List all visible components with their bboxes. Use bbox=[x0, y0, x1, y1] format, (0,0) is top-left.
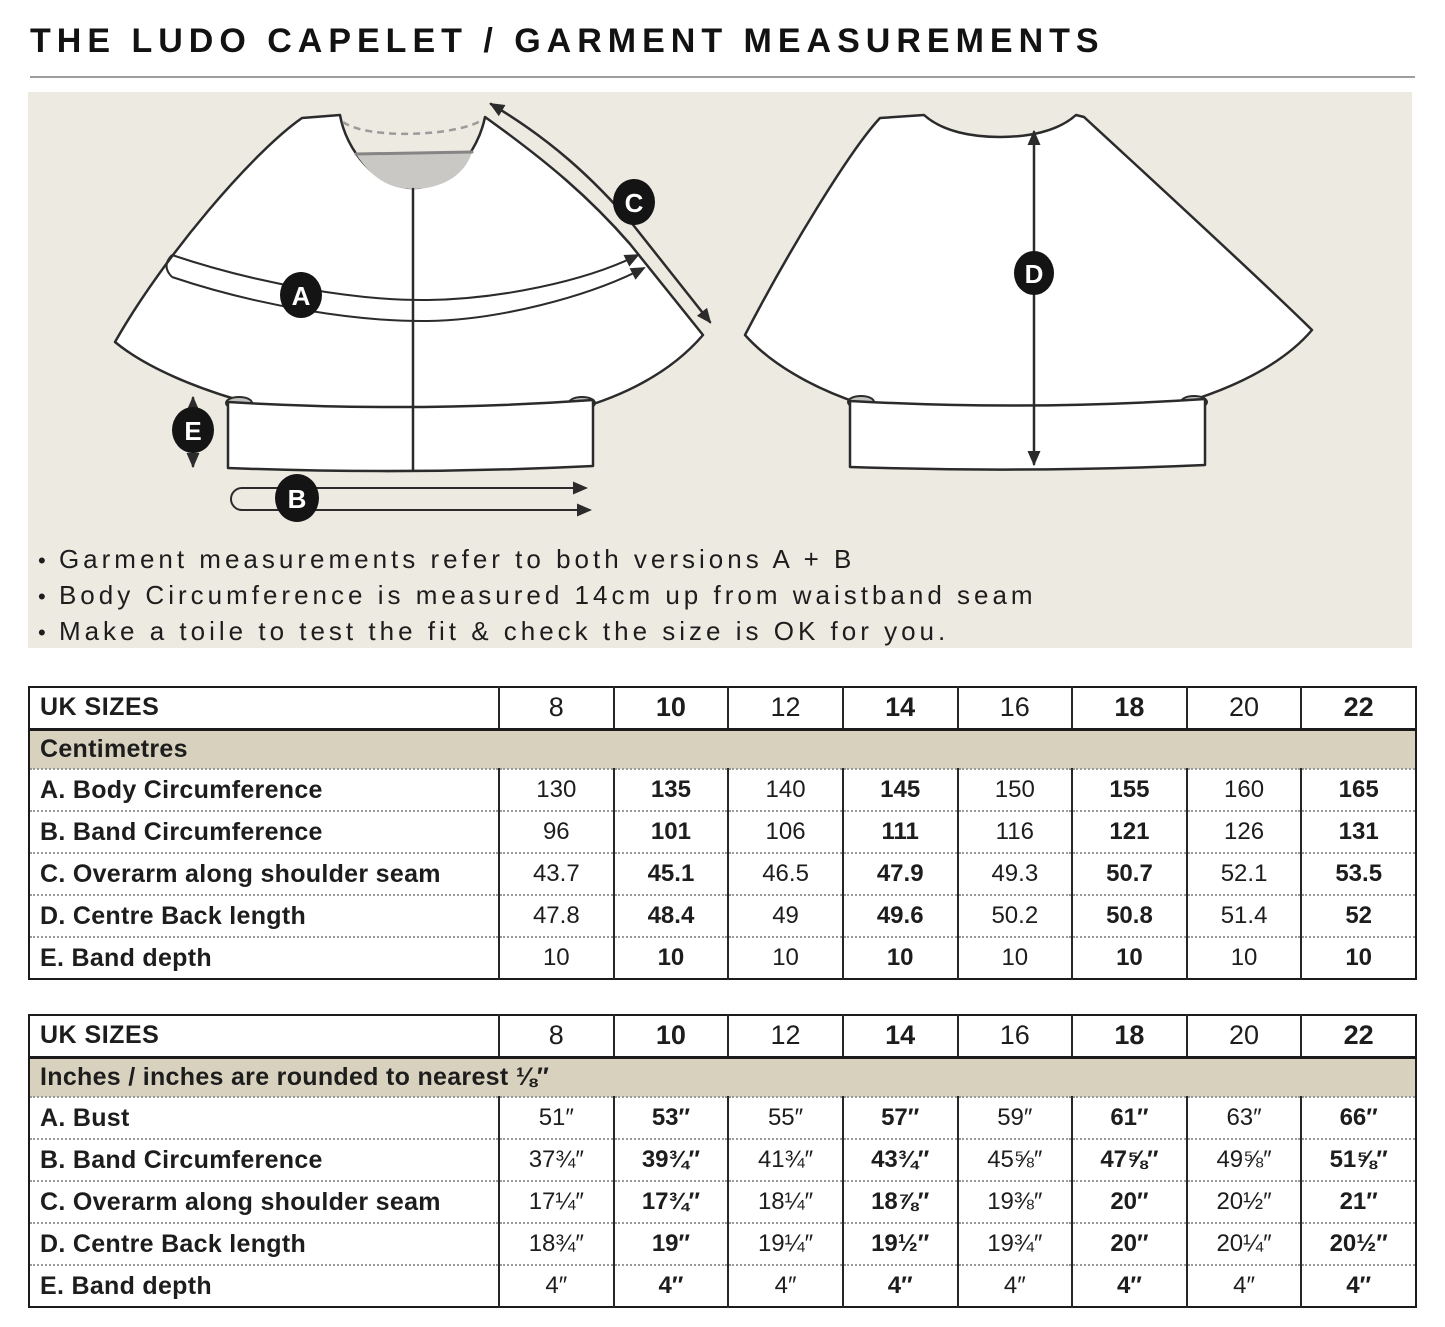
size-header-row bbox=[29, 687, 1416, 729]
measurement-value: 41¾″ bbox=[728, 1139, 843, 1181]
svg-text:A: A bbox=[291, 281, 311, 311]
uk-sizes-header: UK SIZES bbox=[29, 1015, 499, 1057]
page-title: THE LUDO CAPELET / GARMENT MEASUREMENTS bbox=[30, 22, 1105, 60]
measurement-value: 20½″ bbox=[1187, 1181, 1302, 1223]
measurement-row bbox=[29, 1265, 1416, 1307]
measurement-value: 48.4 bbox=[614, 895, 729, 937]
measurement-label: C. Overarm along shoulder seam bbox=[29, 1181, 499, 1223]
diagram-panel bbox=[28, 92, 1412, 648]
measurement-value: 20¼″ bbox=[1187, 1223, 1302, 1265]
measurement-value: 63″ bbox=[1187, 1097, 1302, 1139]
size-col-header: 10 bbox=[614, 687, 729, 729]
back-waistband bbox=[850, 399, 1205, 470]
measurement-value: 18¾″ bbox=[499, 1223, 614, 1265]
size-col-header: 20 bbox=[1187, 687, 1302, 729]
measurement-value: 19¼″ bbox=[728, 1223, 843, 1265]
measurement-value: 10 bbox=[614, 937, 729, 979]
size-col-header: 16 bbox=[958, 1015, 1073, 1057]
measurement-value: 10 bbox=[1072, 937, 1187, 979]
measurement-value: 49.3 bbox=[958, 853, 1073, 895]
front-view bbox=[115, 104, 710, 522]
note-line: • Make a toile to test the fit & check the size is OK for you. bbox=[38, 616, 950, 646]
measurement-value: 49 bbox=[728, 895, 843, 937]
measurement-value: 43¾″ bbox=[843, 1139, 958, 1181]
measurement-value: 10 bbox=[728, 937, 843, 979]
measurement-value: 57″ bbox=[843, 1097, 958, 1139]
measurement-value: 19¾″ bbox=[958, 1223, 1073, 1265]
size-col-header: 14 bbox=[843, 687, 958, 729]
title-divider bbox=[30, 76, 1415, 78]
measurement-table-centimetres bbox=[28, 686, 1417, 980]
measurement-value: 45⅝″ bbox=[958, 1139, 1073, 1181]
bullet-icon: • bbox=[38, 584, 48, 609]
svg-text:C: C bbox=[624, 188, 644, 218]
measurement-value: 4″ bbox=[728, 1265, 843, 1307]
measurement-value: 49⅝″ bbox=[1187, 1139, 1302, 1181]
measurement-value: 4″ bbox=[499, 1265, 614, 1307]
notes-list bbox=[38, 542, 1398, 650]
measurement-value: 165 bbox=[1301, 769, 1416, 811]
measurement-value: 47.8 bbox=[499, 895, 614, 937]
measurement-row bbox=[29, 1139, 1416, 1181]
measurement-value: 20″ bbox=[1072, 1223, 1187, 1265]
measurement-table-inches bbox=[28, 1014, 1417, 1308]
measurement-label: B. Band Circumference bbox=[29, 1139, 499, 1181]
size-col-header: 8 bbox=[499, 687, 614, 729]
measurement-value: 4″ bbox=[843, 1265, 958, 1307]
neckline-back-edge bbox=[356, 152, 472, 154]
measurement-value: 140 bbox=[728, 769, 843, 811]
measurement-value: 130 bbox=[499, 769, 614, 811]
measurement-value: 4″ bbox=[1301, 1265, 1416, 1307]
size-col-header: 12 bbox=[728, 687, 843, 729]
note-line: • Garment measurements refer to both versions A + B bbox=[38, 544, 856, 574]
measurement-value: 51⅝″ bbox=[1301, 1139, 1416, 1181]
measurement-value: 155 bbox=[1072, 769, 1187, 811]
measurement-value: 111 bbox=[843, 811, 958, 853]
measurement-value: 53″ bbox=[614, 1097, 729, 1139]
size-col-header: 18 bbox=[1072, 1015, 1187, 1057]
size-col-header: 14 bbox=[843, 1015, 958, 1057]
measurement-value: 4″ bbox=[614, 1265, 729, 1307]
measurement-value: 145 bbox=[843, 769, 958, 811]
measurement-value: 49.6 bbox=[843, 895, 958, 937]
measurement-row bbox=[29, 1223, 1416, 1265]
measurement-value: 50.2 bbox=[958, 895, 1073, 937]
measurement-value: 10 bbox=[499, 937, 614, 979]
measurement-value: 45.1 bbox=[614, 853, 729, 895]
size-col-header: 18 bbox=[1072, 687, 1187, 729]
measurement-value: 50.7 bbox=[1072, 853, 1187, 895]
measurement-value: 4″ bbox=[958, 1265, 1073, 1307]
measurement-value: 116 bbox=[958, 811, 1073, 853]
measurement-value: 50.8 bbox=[1072, 895, 1187, 937]
measurement-value: 47⅝″ bbox=[1072, 1139, 1187, 1181]
measurement-row bbox=[29, 769, 1416, 811]
bullet-icon: • bbox=[38, 620, 48, 645]
measurement-label: E. Band depth bbox=[29, 1265, 499, 1307]
measurement-value: 126 bbox=[1187, 811, 1302, 853]
svg-text:B: B bbox=[287, 484, 307, 514]
measurement-value: 61″ bbox=[1072, 1097, 1187, 1139]
size-col-header: 22 bbox=[1301, 687, 1416, 729]
size-col-header: 16 bbox=[958, 687, 1073, 729]
band-strip-cap bbox=[231, 488, 242, 510]
measurement-label: D. Centre Back length bbox=[29, 1223, 499, 1265]
measurement-value: 19½″ bbox=[843, 1223, 958, 1265]
measurement-value: 121 bbox=[1072, 811, 1187, 853]
measurement-value: 53.5 bbox=[1301, 853, 1416, 895]
measurement-value: 4″ bbox=[1072, 1265, 1187, 1307]
measurement-label: C. Overarm along shoulder seam bbox=[29, 853, 499, 895]
unit-section-row bbox=[29, 1057, 1416, 1097]
measurement-value: 52.1 bbox=[1187, 853, 1302, 895]
unit-section-label: Centimetres bbox=[29, 729, 1416, 769]
measurement-value: 52 bbox=[1301, 895, 1416, 937]
measurement-row bbox=[29, 1097, 1416, 1139]
measurement-row bbox=[29, 937, 1416, 979]
svg-text:D: D bbox=[1024, 259, 1044, 289]
back-view bbox=[745, 115, 1312, 470]
measurement-value: 19″ bbox=[614, 1223, 729, 1265]
measurement-label: D. Centre Back length bbox=[29, 895, 499, 937]
measurement-value: 39¾″ bbox=[614, 1139, 729, 1181]
measurement-value: 10 bbox=[1301, 937, 1416, 979]
neckline-stitch-line bbox=[343, 120, 482, 134]
measurement-value: 135 bbox=[614, 769, 729, 811]
measurement-value: 160 bbox=[1187, 769, 1302, 811]
measurement-value: 4″ bbox=[1187, 1265, 1302, 1307]
measurement-value: 20″ bbox=[1072, 1181, 1187, 1223]
badge-c bbox=[613, 179, 655, 225]
note-line: • Body Circumference is measured 14cm up from waistband seam bbox=[38, 580, 1037, 610]
badge-a bbox=[280, 272, 322, 318]
measurement-row bbox=[29, 853, 1416, 895]
measurement-value: 19⅜″ bbox=[958, 1181, 1073, 1223]
measurement-label: B. Band Circumference bbox=[29, 811, 499, 853]
measurement-value: 17¼″ bbox=[499, 1181, 614, 1223]
measurement-value: 20½″ bbox=[1301, 1223, 1416, 1265]
measurement-value: 10 bbox=[1187, 937, 1302, 979]
size-col-header: 22 bbox=[1301, 1015, 1416, 1057]
measurement-value: 131 bbox=[1301, 811, 1416, 853]
measurement-label: E. Band depth bbox=[29, 937, 499, 979]
measurement-value: 51.4 bbox=[1187, 895, 1302, 937]
bullet-icon: • bbox=[38, 548, 48, 573]
size-header-row bbox=[29, 1015, 1416, 1057]
measurement-value: 106 bbox=[728, 811, 843, 853]
measurement-value: 96 bbox=[499, 811, 614, 853]
badge-e bbox=[172, 407, 214, 453]
measurement-value: 18¼″ bbox=[728, 1181, 843, 1223]
measurement-value: 59″ bbox=[958, 1097, 1073, 1139]
unit-section-row bbox=[29, 729, 1416, 769]
measurement-value: 101 bbox=[614, 811, 729, 853]
svg-text:E: E bbox=[184, 416, 202, 446]
measurement-value: 51″ bbox=[499, 1097, 614, 1139]
measurement-label: A. Body Circumference bbox=[29, 769, 499, 811]
measurement-row bbox=[29, 1181, 1416, 1223]
badge-b bbox=[275, 474, 319, 522]
measurement-value: 46.5 bbox=[728, 853, 843, 895]
measurement-value: 37¾″ bbox=[499, 1139, 614, 1181]
size-col-header: 8 bbox=[499, 1015, 614, 1057]
measurement-row bbox=[29, 811, 1416, 853]
measurement-value: 10 bbox=[843, 937, 958, 979]
badge-d bbox=[1014, 251, 1054, 295]
front-waistband bbox=[228, 400, 593, 471]
size-col-header: 12 bbox=[728, 1015, 843, 1057]
measurement-label: A. Bust bbox=[29, 1097, 499, 1139]
uk-sizes-header: UK SIZES bbox=[29, 687, 499, 729]
measurement-value: 55″ bbox=[728, 1097, 843, 1139]
unit-section-label: Inches / inches are rounded to nearest ⅛″ bbox=[29, 1057, 1416, 1097]
measurement-value: 43.7 bbox=[499, 853, 614, 895]
size-col-header: 20 bbox=[1187, 1015, 1302, 1057]
measurement-value: 18⅞″ bbox=[843, 1181, 958, 1223]
measurement-row bbox=[29, 895, 1416, 937]
measurement-value: 47.9 bbox=[843, 853, 958, 895]
measurement-value: 10 bbox=[958, 937, 1073, 979]
measurement-value: 150 bbox=[958, 769, 1073, 811]
size-col-header: 10 bbox=[614, 1015, 729, 1057]
measurement-value: 66″ bbox=[1301, 1097, 1416, 1139]
measurement-value: 21″ bbox=[1301, 1181, 1416, 1223]
measurement-value: 17¾″ bbox=[614, 1181, 729, 1223]
